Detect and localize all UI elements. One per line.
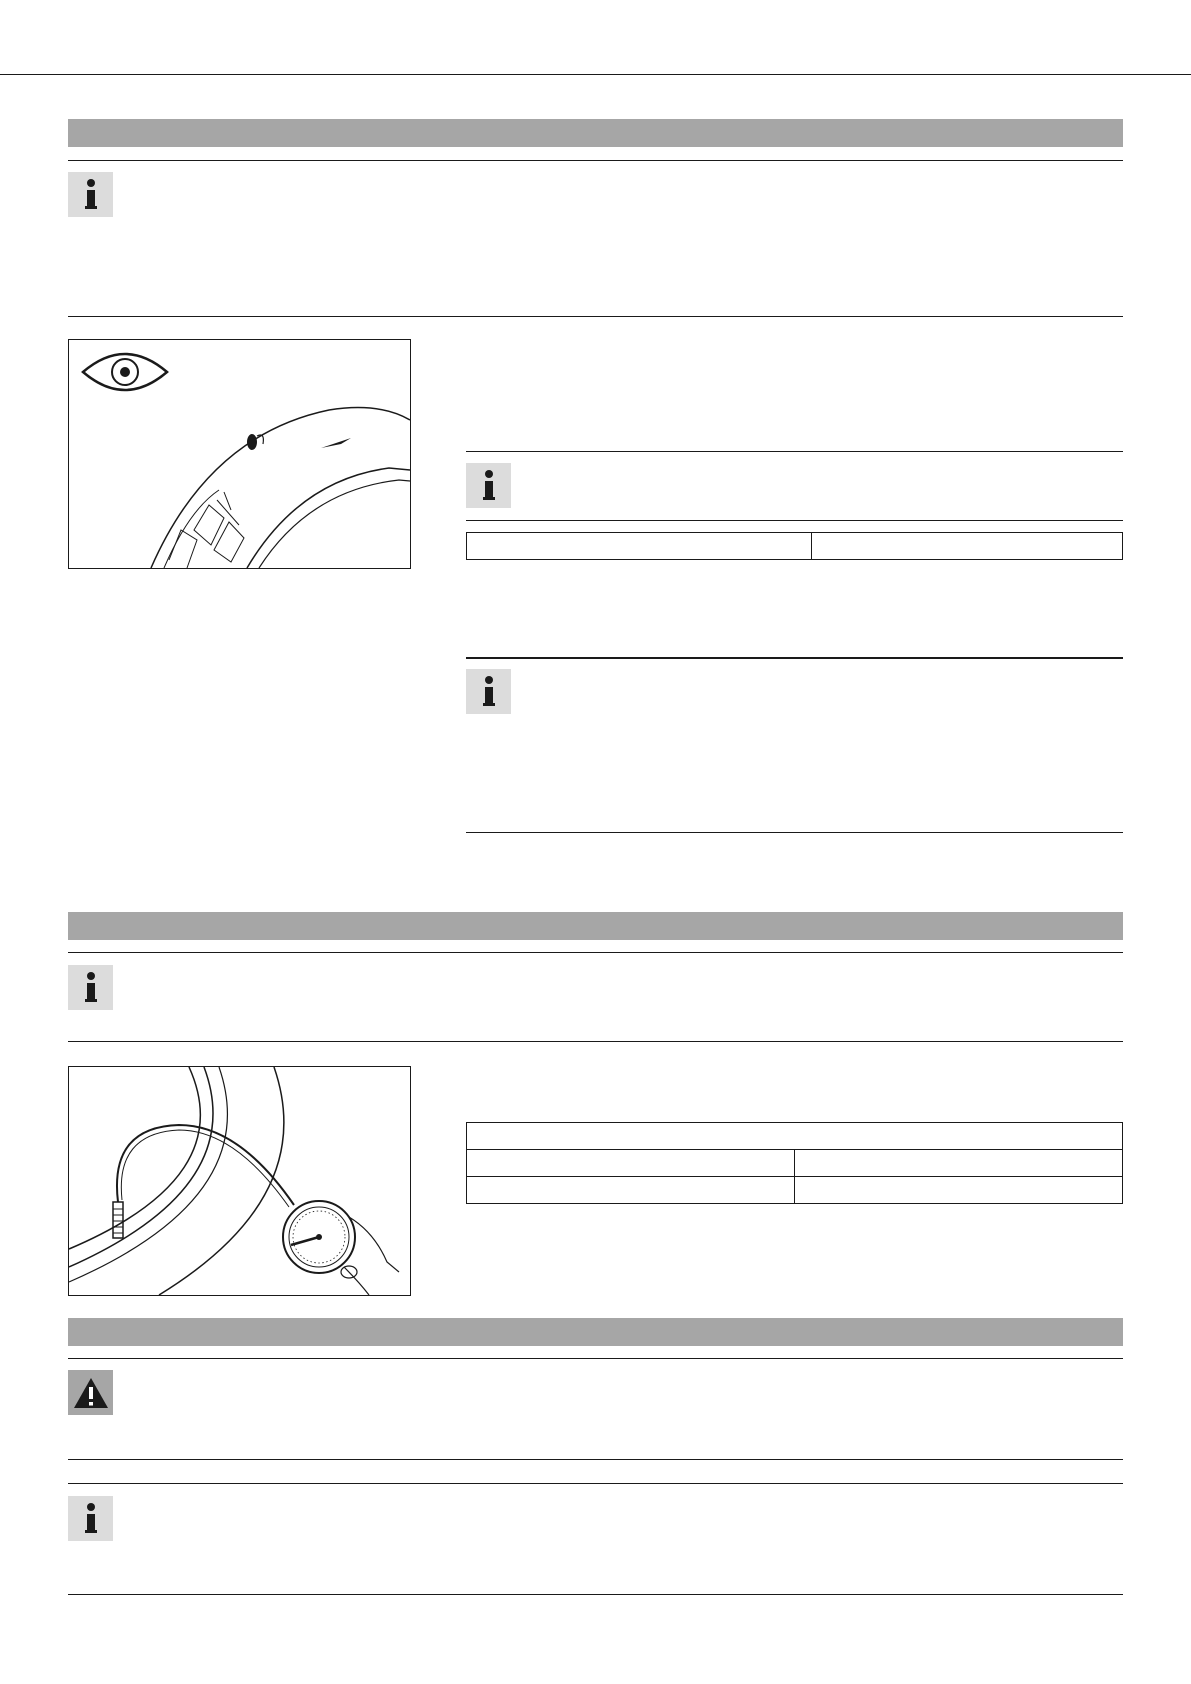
pressure-table — [466, 1122, 1123, 1204]
section-1-note-rule-bottom — [68, 316, 1123, 317]
section-3-info-rule-top — [68, 1483, 1123, 1484]
section-3-info-rule-bottom — [68, 1594, 1123, 1595]
section-1-right-rule-2 — [466, 520, 1123, 521]
section-2-rule-top — [68, 952, 1123, 953]
section-3-rule-top — [68, 1358, 1123, 1359]
section-3-warning-rule-bottom — [68, 1459, 1123, 1460]
table-cell — [795, 1177, 1123, 1204]
table-header-cell — [467, 1123, 1123, 1150]
info-icon — [68, 965, 113, 1010]
section-2-note-rule-bottom — [68, 1041, 1123, 1042]
table-row — [467, 533, 1123, 560]
table-cell — [467, 533, 812, 560]
table-row — [467, 1123, 1123, 1150]
table-row — [467, 1177, 1123, 1204]
section-1-header-bar — [68, 119, 1123, 147]
warning-icon — [68, 1370, 113, 1415]
table-cell — [467, 1177, 795, 1204]
info-icon — [68, 172, 113, 217]
info-icon — [466, 463, 511, 508]
eye-icon — [83, 354, 167, 390]
section-1-right-rule-3 — [466, 657, 1123, 659]
table-row — [467, 1150, 1123, 1177]
tire-pressure-gauge-illustration — [68, 1066, 411, 1296]
table-cell — [812, 533, 1123, 560]
inspection-table — [466, 532, 1123, 560]
section-1-right-rule-1 — [466, 451, 1123, 452]
page-top-rule — [0, 74, 1191, 75]
tire-inspection-illustration — [68, 339, 411, 569]
section-2-header-bar — [68, 912, 1123, 940]
section-3-header-bar — [68, 1318, 1123, 1346]
section-1-right-rule-4 — [466, 832, 1123, 833]
table-cell — [795, 1150, 1123, 1177]
section-1-rule-top — [68, 160, 1123, 161]
info-icon — [68, 1496, 113, 1541]
info-icon — [466, 669, 511, 714]
table-cell — [467, 1150, 795, 1177]
